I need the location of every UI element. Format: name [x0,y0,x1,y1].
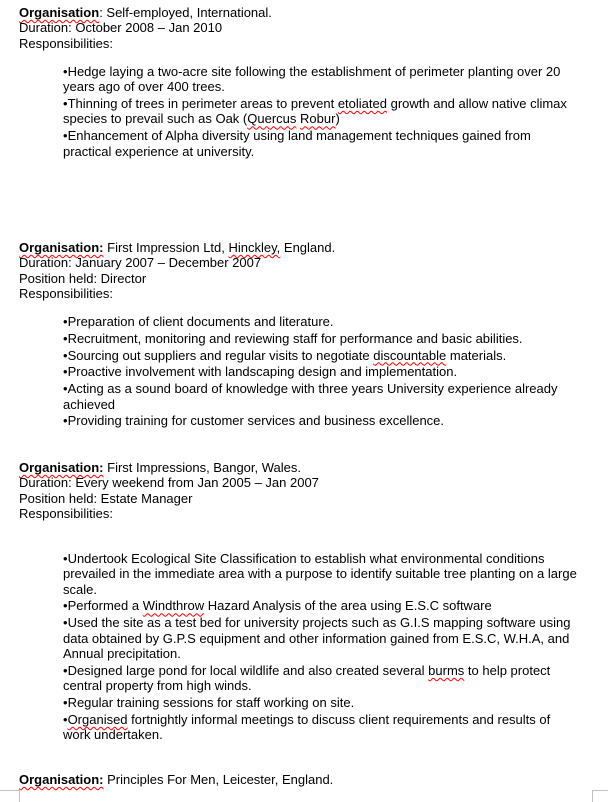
bullet-marker: • [63,662,68,678]
header-line [19,5,579,20]
bullet-item [63,551,580,597]
bullet-marker: • [63,694,68,710]
bullet-marker: • [63,413,68,429]
text-run: Regular training sessions for staff working on site. [67,694,355,710]
section-first-impression-ltd-header [19,240,579,301]
header-line [19,506,579,521]
header-line [19,772,579,787]
misspelled-word: Robur [300,111,336,127]
text-run: to help protect central property from high winds. [63,662,551,694]
bullet-marker: • [63,347,68,363]
bullet-item [63,615,580,661]
text-run: Duration: January 2007 – December 2007 [19,255,262,271]
section-first-impressions-header [19,460,579,521]
misspelled-word: Quercus [247,111,297,127]
section-self-employed-header [19,5,579,51]
text-run: Sourcing out suppliers and regular visits to negotiate [67,347,374,363]
bullet-item [63,96,580,127]
bullet-item [63,348,580,363]
header-line [19,240,579,255]
text-run: materials. [446,347,507,363]
header-line [19,460,579,475]
bullet-item [63,331,580,346]
bullet-item [63,695,580,710]
bullet-item [63,598,580,613]
text-run: Proactive involvement with landscaping design and implementation. [67,364,458,380]
bullet-marker: • [63,64,68,79]
bullet-item [63,64,580,95]
text-run: Duration: October 2008 – Jan 2010 [19,20,223,36]
header-line [19,271,579,286]
text-run: Responsibilities: [19,285,113,301]
text-run: Responsibilities: [19,35,113,51]
text-run: Hedge laying a two-acre site following the establishment of perimeter planting over 20 years ago of over 400 trees. [63,64,561,95]
header-line [19,491,579,506]
section-first-impressions-bullet-list [63,551,580,744]
bullet-marker: • [63,381,68,397]
text-run: ) [335,111,340,127]
misspelled-word: discountable [373,347,447,363]
text-run: Hazard Analysis of the area using E.S.C software [204,598,492,614]
section-self-employed-bullet-list [63,64,580,160]
text-run: Recruitment, monitoring and reviewing staff for performance and basic abilities. [67,330,523,346]
margin-mark-left-horizontal [0,790,19,791]
bullet-item [63,712,580,743]
misspelled-word: Organisation: [19,460,104,475]
bullet-marker: • [63,330,68,346]
margin-mark-right-vertical [592,790,593,802]
misspelled-word: Organisation: [19,240,104,255]
header-line [19,475,579,490]
bullet-item [63,381,580,412]
margin-mark-left-vertical [19,790,20,802]
text-run: Undertook Ecological Site Classification to establish what environmental conditions prevailed in the immediate area with a purpose to identify suitable tree planting on a large scale. [63,551,577,597]
misspelled-word: Windthrow [142,598,205,614]
header-line [19,36,579,51]
misspelled-word: Organisation: [19,772,104,787]
section-first-impression-ltd-bullet-list [63,314,580,430]
text-run: : Self-employed, International. [99,5,272,20]
bullet-marker: • [63,615,68,631]
header-line [19,286,579,301]
misspelled-word: etoliated [337,96,387,112]
text-run: Responsibilities: [19,505,113,521]
margin-mark-right-horizontal [592,790,608,791]
bullet-marker: • [63,314,68,329]
misspelled-word: burms [428,662,465,678]
section-principles-for-men-header [19,772,579,787]
bullet-marker: • [63,96,68,112]
bullet-item [63,128,580,159]
text-run: Performed a [67,598,143,614]
text-run: Principles For Men, Leicester, England. [103,772,334,787]
bullet-item [63,364,580,379]
text-run: Position held: Director [19,270,147,286]
text-run: Preparation of client documents and literature. [67,314,334,329]
text-run: Acting as a sound board of knowledge with three years University experience already achieved [63,381,558,412]
bullet-marker: • [63,364,68,380]
text-run: Used the site as a test bed for university projects such as G.I.S mapping software using data obtained by G.P.S equipment and other information gained from E.S.C, W.H.A, and Annual precipitation. [63,615,571,661]
text-run: Providing training for customer services and business excellence. [67,413,445,429]
header-line [19,255,579,270]
text-run: growth and allow native climax species to prevail such as Oak ( [63,96,567,127]
bullet-marker: • [63,598,68,614]
misspelled-word: Hinckley, [228,240,281,255]
text-run: Designed large pond for local wildlife and also created several [67,662,429,678]
text-run: Enhancement of Alpha diversity using land management techniques gained from practical experience at university. [63,128,531,159]
text-run: Thinning of trees in perimeter areas to prevent [67,96,338,112]
bullet-item [63,663,580,694]
header-line [19,20,579,35]
bullet-marker: • [63,711,68,727]
bullet-item [63,314,580,329]
bullet-marker: • [63,128,68,144]
text-run: First Impressions, Bangor, Wales. [103,460,301,475]
text-run: First Impression Ltd, [103,240,229,255]
misspelled-word: Organisation [19,5,100,20]
text-run: fortnightly informal meetings to discuss client requirements and results of work undertaken. [63,711,551,743]
misspelled-word: Organised [67,711,128,727]
bullet-item [63,413,580,428]
text-run: England. [280,240,336,255]
bullet-marker: • [63,551,68,566]
text-run: Duration: Every weekend from Jan 2005 – Jan 2007 [19,475,319,491]
text-run: Position held: Estate Manager [19,490,193,506]
